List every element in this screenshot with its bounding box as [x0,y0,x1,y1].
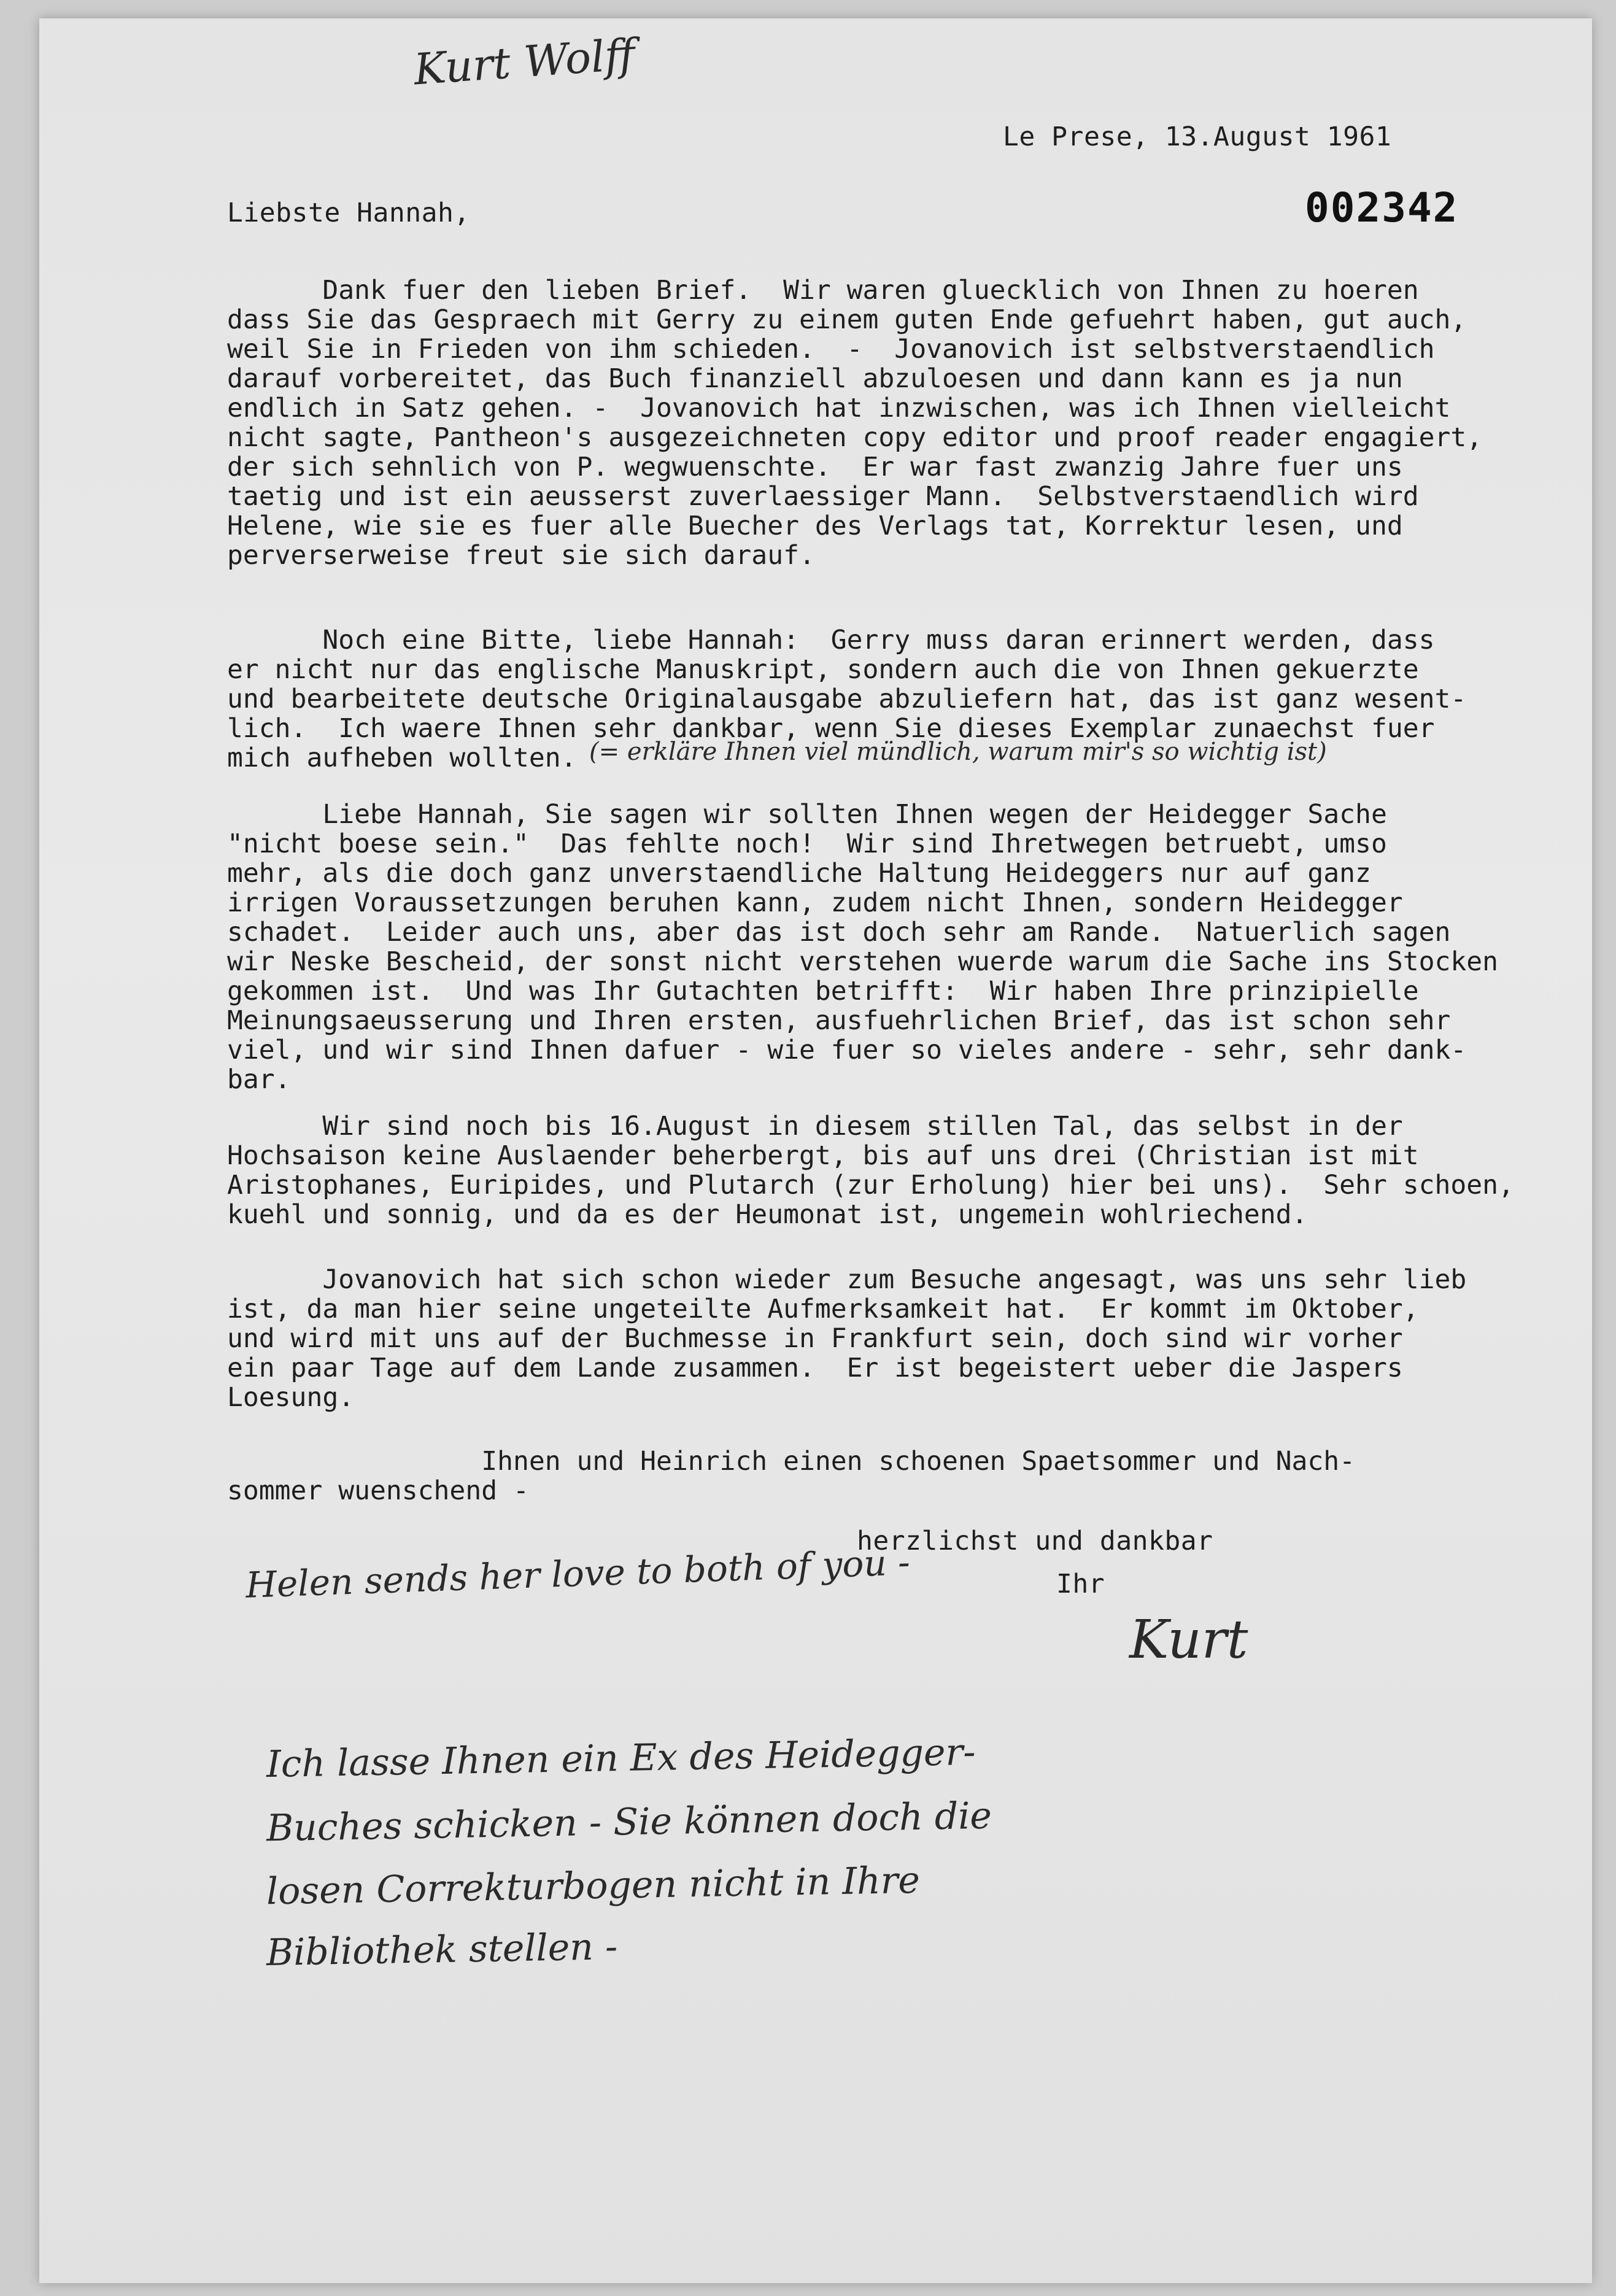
paragraph-line: mehr, als die doch ganz unverstaendliche Haltung Heideggers nur auf ganz [227,858,1371,889]
archive-number: 002342 [1305,184,1459,231]
postscript-line: Bibliothek stellen - [266,1925,618,1974]
paragraph-line: Liebe Hannah, Sie sagen wir sollten Ihnen wegen der Heidegger Sache [227,799,1387,830]
paragraph-line: Hochsaison keine Auslaender beherbergt, bis auf uns drei (Christian ist mit [227,1140,1419,1171]
paragraph-line: gekommen ist. Und was Ihr Gutachten betrifft: Wir haben Ihre prinzipielle [227,976,1419,1007]
postscript-line: losen Correkturbogen nicht in Ihre [266,1858,921,1914]
paragraph-line: Dank fuer den lieben Brief. Wir waren gluecklich von Ihnen zu hoeren [227,275,1419,306]
paragraph-line: Ihnen und Heinrich einen schoenen Spaetsommer und Nach- [227,1446,1356,1477]
paragraph-line: viel, und wir sind Ihnen dafuer - wie fuer so vieles andere - sehr, sehr dank- [227,1035,1467,1065]
closing: herzlichst und dankbar [857,1526,1213,1556]
paragraph-line: wir Neske Bescheid, der sonst nicht verstehen wuerde warum die Sache ins Stocken [227,946,1499,977]
paragraph-line: nicht sagte, Pantheon's ausgezeichneten copy editor und proof reader engagiert, [227,422,1483,453]
postscript-line: Buches schicken - Sie können doch die [266,1794,992,1850]
paragraph-line: der sich sehnlich von P. wegwuenschte. Er war fast zwanzig Jahre fuer uns [227,452,1403,482]
paragraph-line: ein paar Tage auf dem Lande zusammen. Er ist begeistert ueber die Jaspers [227,1353,1403,1383]
paragraph-line: er nicht nur das englische Manuskript, sondern auch die von Ihnen gekuerzte [227,654,1419,685]
closing-ihr: Ihr [1056,1569,1105,1599]
handwritten-name: Kurt Wolff [412,29,637,95]
paragraph-line: perverserweise freut sie sich darauf. [227,540,815,571]
paragraph-line: "nicht boese sein." Das fehlte noch! Wir sind Ihretwegen betruebt, umso [227,829,1387,859]
paragraph-line: taetig und ist ein aeusserst zuverlaessiger Mann. Selbstverstaendlich wird [227,481,1419,512]
paragraph-line: kuehl und sonnig, und da es der Heumonat ist, ungemein wohlriechend. [227,1199,1308,1230]
paragraph-line: lich. Ich waere Ihnen sehr dankbar, wenn Sie dieses Exemplar zunaechst fuer [227,713,1435,744]
paragraph-line: endlich in Satz gehen. - Jovanovich hat inzwischen, was ich Ihnen vielleicht [227,393,1451,423]
paragraph-line: sommer wuenschend - [227,1475,529,1506]
signature: Kurt [1129,1609,1248,1671]
paragraph-line: Loesung. [227,1382,355,1413]
paragraph-line: schadet. Leider auch uns, aber das ist doch sehr am Rande. Natuerlich sagen [227,917,1451,948]
letter-page [39,18,1592,2283]
postscript-line: Ich lasse Ihnen ein Ex des Heidegger- [266,1730,976,1787]
salutation: Liebste Hannah, [227,198,470,228]
paragraph-line: Wir sind noch bis 16.August in diesem stillen Tal, das selbst in der [227,1111,1403,1142]
paragraph-line: mich aufheben wollten. [227,743,577,773]
paragraph-line: ist, da man hier seine ungeteilte Aufmerksamkeit hat. Er kommt im Oktober, [227,1294,1419,1324]
paragraph-line: irrigen Voraussetzungen beruhen kann, zudem nicht Ihnen, sondern Heidegger [227,887,1403,918]
paragraph-line: Noch eine Bitte, liebe Hannah: Gerry muss daran erinnert werden, dass [227,625,1435,655]
paragraph-line: bar. [227,1064,291,1095]
paragraph-line: dass Sie das Gespraech mit Gerry zu einem guten Ende gefuehrt haben, gut auch, [227,304,1467,335]
paragraph-line: weil Sie in Frieden von ihm schieden. - Jovanovich ist selbstverstaendlich [227,334,1435,365]
paragraph-line: Helene, wie sie es fuer alle Buecher des Verlags tat, Korrektur lesen, und [227,511,1403,541]
paragraph-line: Meinungsaeusserung und Ihren ersten, ausfuehrlichen Brief, das ist schon sehr [227,1005,1451,1036]
paragraph-line: darauf vorbereitet, das Buch finanziell abzuloesen und dann kann es ja nun [227,363,1403,394]
paragraph-line: Jovanovich hat sich schon wieder zum Besuche angesagt, was uns sehr lieb [227,1264,1467,1295]
handwritten-english-note: Helen sends her love to both of you - [245,1541,911,1606]
handwritten-margin-note: (= erkläre Ihnen viel mündlich, warum mir's so wichtig ist) [589,738,1327,766]
paragraph-line: und bearbeitete deutsche Originalausgabe abzuliefern hat, das ist ganz wesent- [227,684,1467,714]
place-date: Le Prese, 13.August 1961 [1003,122,1392,152]
paragraph-line: Aristophanes, Euripides, und Plutarch (zur Erholung) hier bei uns). Sehr schoen, [227,1170,1514,1200]
paragraph-line: und wird mit uns auf der Buchmesse in Frankfurt sein, doch sind wir vorher [227,1323,1403,1354]
